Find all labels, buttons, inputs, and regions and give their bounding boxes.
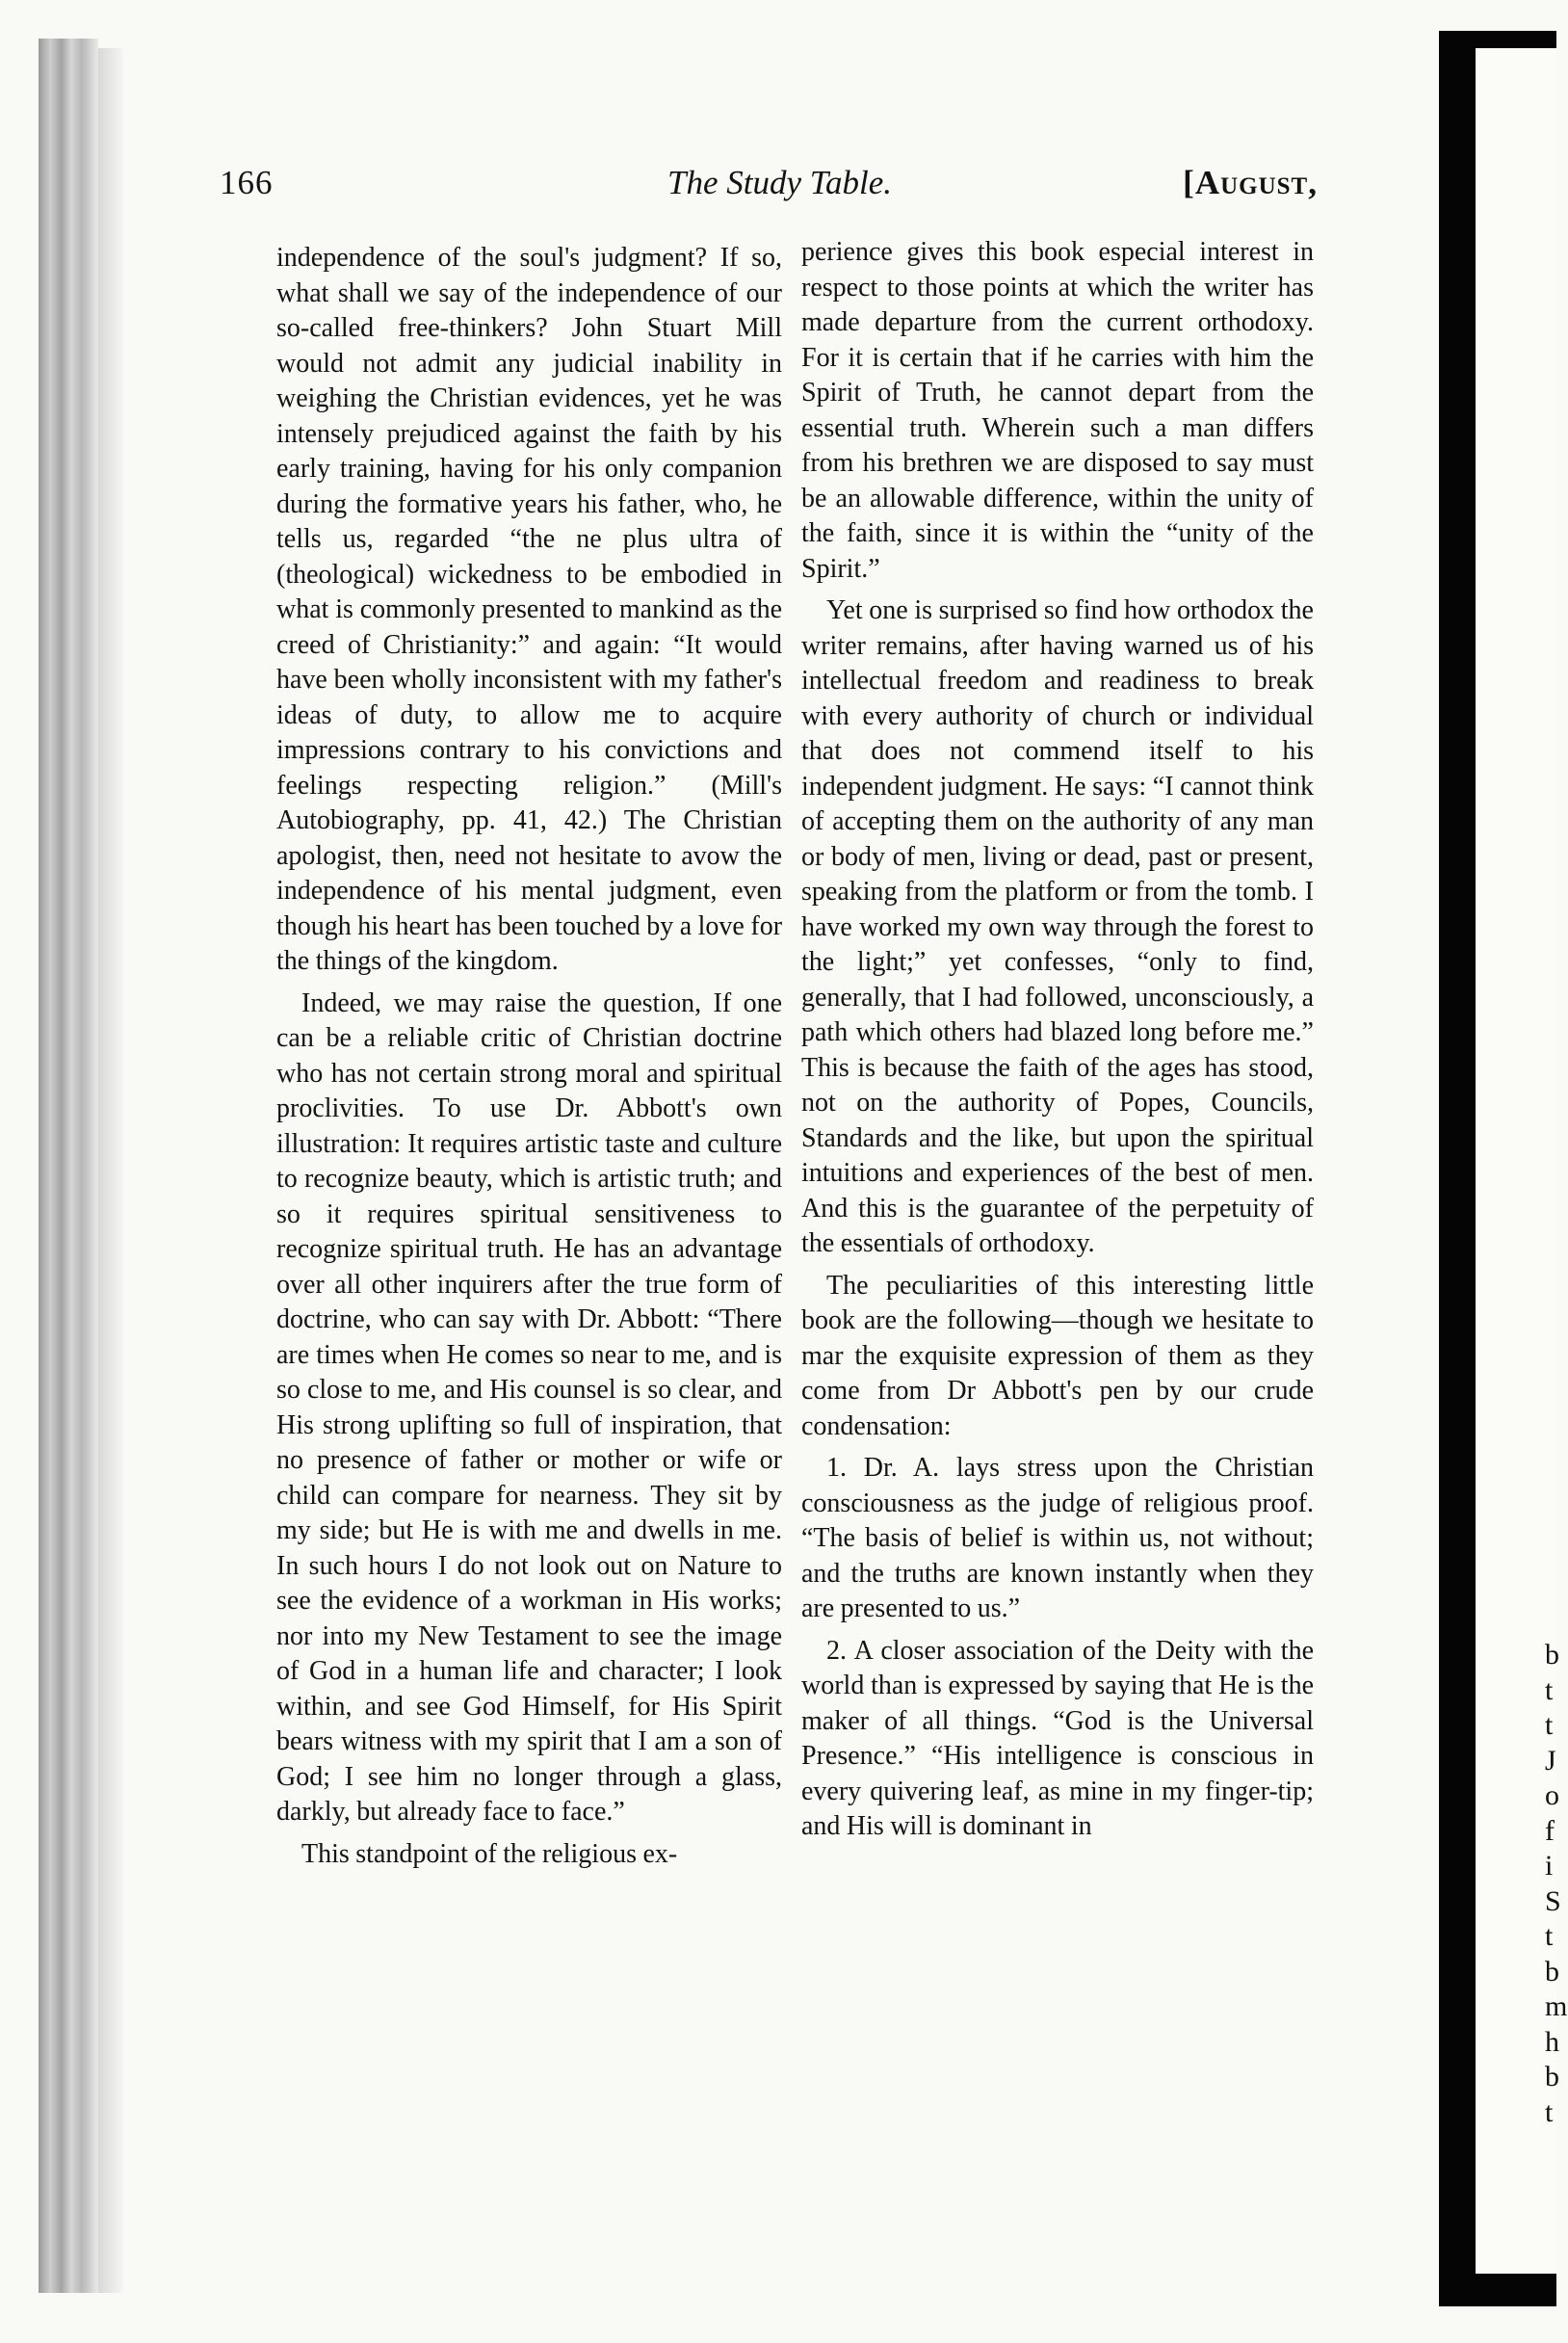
issue-month: [August, (1183, 164, 1318, 201)
facing-page-letter: t (1545, 2095, 1554, 2128)
facing-page-letter: J (1545, 1744, 1556, 1777)
paragraph: Yet one is surprised so find how orthodox the writer remains, after having warned us of his intellectual freedom and readiness to break with every authority of church or individual that does not commend itself to his independent judgment. He says: “I cannot think of accepting them on the authority of any man or body of men, living or dead, past or present, speaking from the platform or from the tomb. I have worked my own way through the forest to the light;” yet confesses, “only to find, generally, that I had followed, unconsciously, a path which others had blazed long before me.” This is because the faith of the ages has stood, not on the authority of Popes, Councils, Standards and the like, but upon the spiritual intuitions and experiences of the best of men. And this is the guarantee of the perpetuity of the essentials of orthodoxy. (801, 595, 1314, 1258)
running-header (220, 164, 1318, 212)
facing-page-letter: t (1545, 1673, 1554, 1706)
paragraph: 2. A closer association of the Deity with the world than is expressed by saying that He is the maker of all things. “God is the Universal Presence.” “His intelligence is conscious in every quivering leaf, as mine in my finger-tip; and His will is dominant in (801, 1635, 1314, 1841)
paragraph: perience gives this book especial interest in respect to those points at which the writer has made departure from the current orthodoxy. For it is certain that if he carries with him the Spirit of Truth, he cannot depart from the essential truth. Wherein such a man differs from his brethren we are disposed to say must be an allowable difference, within the unity of the faith, since it is within the “unity of the Spirit.” (801, 237, 1314, 584)
facing-page-letter: o (1545, 1779, 1559, 1811)
facing-page-letter: b (1545, 1955, 1559, 1988)
facing-page-letter: t (1545, 1920, 1554, 1952)
facing-page-letter: t (1545, 1709, 1554, 1741)
page-stack-edge (39, 39, 98, 2293)
paragraph: Indeed, we may raise the question, If one can be a reliable critic of Christian doctrine who has not certain strong moral and spiritual proclivities. To use Dr. Abbott's own illustration: It requires artistic taste and culture to recognize beauty, which is artistic truth; and so it requires spiritual sensitiveness to recognize spiritual truth. He has an advantage over all other inquirers after the true form of doctrine, who can say with Dr. Abbott: “There are times when He comes so near to me, and is so close to me, and His counsel is so clear, and His strong uplifting so full of inspiration, that no presence of father or mother or wife or child can compare for nearness. They sit by my side; but He is with me and dwells in me. In such hours I do not look out on Nature to see the evidence of a workman in His works; nor into my New Testament to see the image of God in a human life and character; I look within, and see God Himself, for His Spirit bears witness with my spirit that I am a son of God; I see him no longer through a glass, darkly, but already face to face.” (276, 987, 782, 1827)
facing-page-letter: f (1545, 1814, 1555, 1847)
spine-shadow (98, 48, 123, 2293)
facing-page-letter: S (1545, 1884, 1561, 1917)
page-number: 166 (220, 164, 274, 201)
running-title: The Study Table. (667, 164, 893, 201)
paragraph: The peculiarities of this interesting little book are the following—though we hesitate to mar the exquisite expression of them as they come from Dr Abbott's pen by our crude condensation: (801, 1270, 1314, 1441)
facing-page-letter: h (1545, 2025, 1559, 2058)
facing-page-letter: m (1545, 1990, 1568, 2022)
paragraph: 1. Dr. A. lays stress upon the Christian consciousness as the judge of religious proof. “The basis of belief is within us, not without; and the truths are known instantly when they are presented to us.” (801, 1453, 1314, 1623)
facing-page-letter: b (1545, 1639, 1559, 1671)
facing-page-letter: i (1545, 1850, 1554, 1882)
paragraph: independence of the soul's judgment? If so, what shall we say of the independence of our so-called free-thinkers? John Stuart Mill would not admit any judicial inability in weighing the Christian evidences, yet he was intensely prejudiced against the faith by his early training, having for his only companion during the formative years his father, who, he tells us, regarded “the ne plus ultra of (theological) wickedness to be embodied in what is commonly presented to mankind as the creed of Christianity:” and again: “It would have been wholly inconsistent with my father's ideas of duty, to allow me to acquire impressions contrary to his convictions and feelings respecting religion.” (Mill's Autobiography, pp. 41, 42.) The Christian apologist, then, need not hesitate to avow the independence of his mental judgment, even though his heart has been touched by a love for the things of the kingdom. (276, 243, 783, 976)
right-column (801, 235, 1314, 1852)
facing-page-letters (1545, 1638, 1568, 2130)
paragraph: This standpoint of the religious ex- (301, 1838, 678, 1869)
left-column (276, 241, 782, 1879)
facing-page-letter: b (1545, 2061, 1559, 2093)
